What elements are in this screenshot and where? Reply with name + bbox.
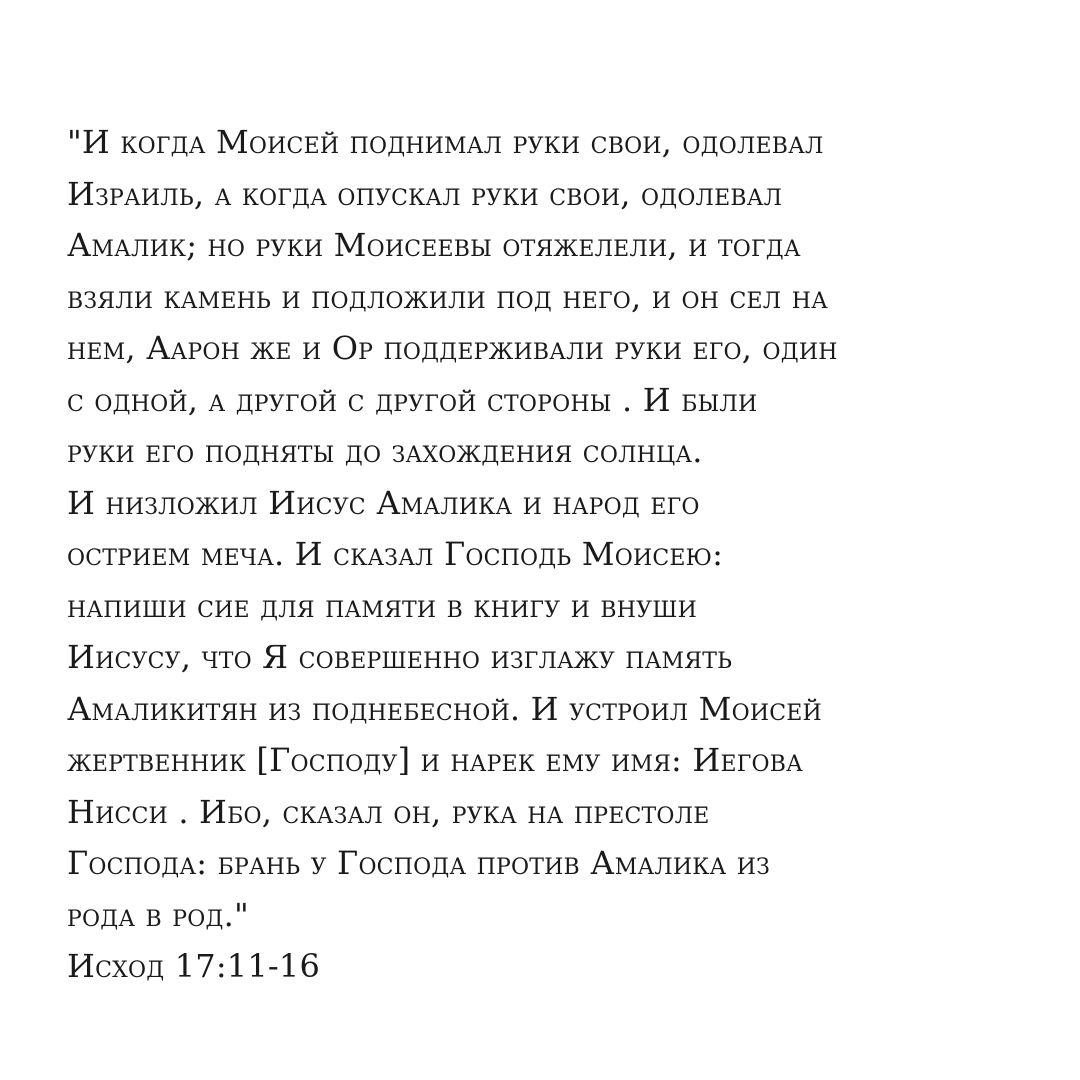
quote-line: Господа: брань у Господа против Амалика из (67, 844, 770, 882)
quote-line: с одной, а другой с другой стороны . И были (67, 380, 758, 419)
quote-line: Амалик; но руки Моисеевы отяжелели, и тогда (67, 226, 801, 264)
quote-line: нем, Аарон же и Ор поддерживали руки его, один (67, 329, 838, 367)
quote-line: напиши сие для памяти в книгу и внуши (67, 586, 697, 625)
quote-line: Израиль, а когда опускал руки свои, одолевал (67, 174, 783, 213)
scripture-reference: Исход 17:11-16 (67, 947, 321, 985)
scripture-quote (67, 117, 1027, 993)
quote-line: жертвенник [Господу] и нарек ему имя: Иегова (67, 741, 803, 779)
quote-line: Амаликитян из поднебесной. И устроил Моисей (67, 689, 822, 728)
quote-line: острием меча. И сказал Господь Моисею: (67, 535, 724, 573)
quote-line: "И когда Моисей поднимал руки свои, одолевал (67, 123, 824, 161)
quote-line: рода в род." (67, 895, 249, 934)
quote-line: взяли камень и подложили под него, и он сел на (67, 277, 828, 316)
quote-line: И низложил Иисус Амалика и народ его (67, 483, 700, 522)
quote-line: Нисси . Ибо, сказал он, рука на престоле (67, 792, 710, 831)
quote-line: Иисусу, что Я совершенно изглажу память (67, 638, 733, 676)
quote-line: руки его подняты до захождения солнца. (67, 432, 703, 470)
